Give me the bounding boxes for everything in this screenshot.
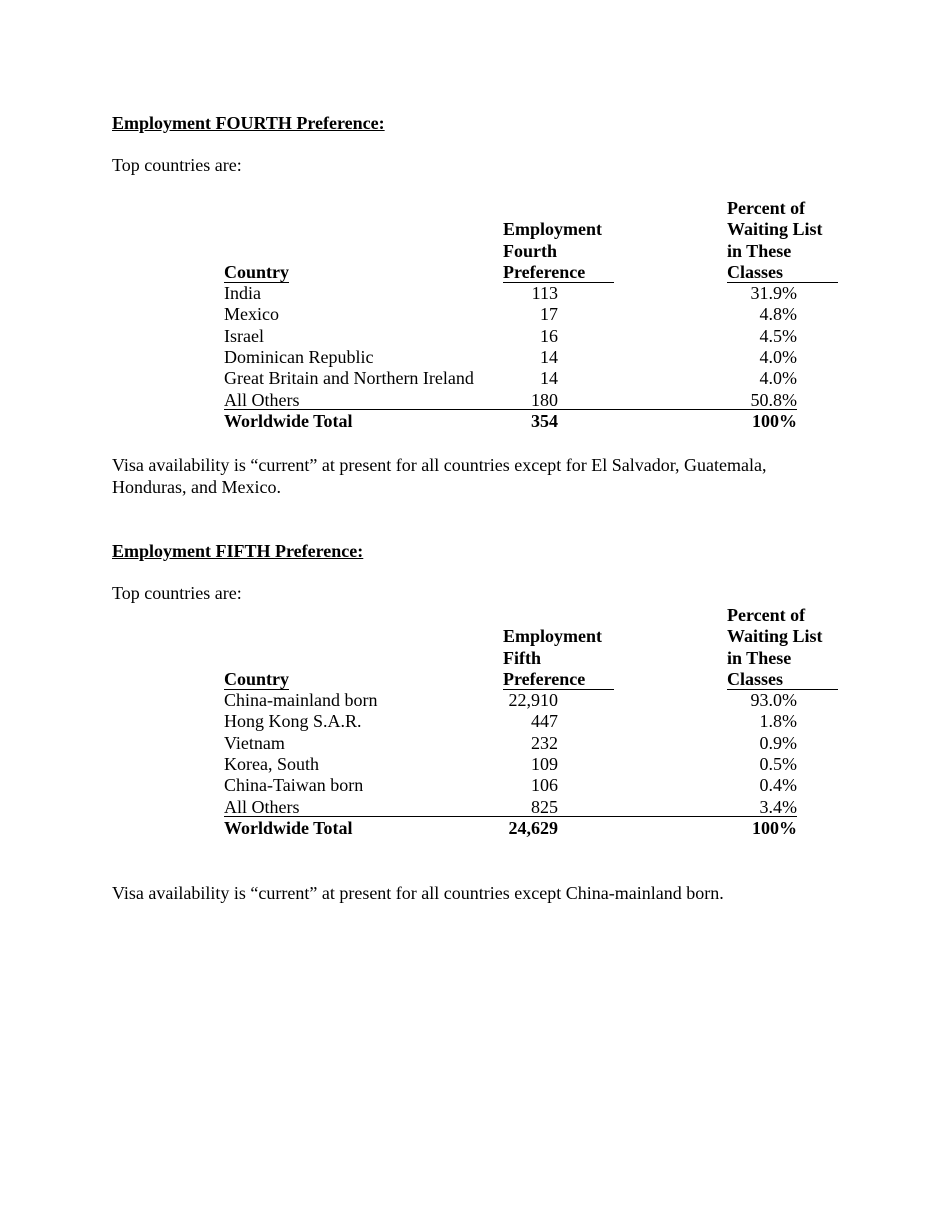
- column-header-line: [727, 669, 838, 690]
- percent-cell: 0.5%: [759, 753, 797, 774]
- column-header-line: [503, 262, 614, 283]
- count-cell: 232: [531, 732, 558, 753]
- column-header-preference: [503, 219, 614, 283]
- total-divider: [224, 816, 797, 817]
- count-cell: 113: [531, 283, 558, 303]
- count-cell: 109: [531, 753, 558, 774]
- percent-cell: 3.4%: [759, 796, 797, 817]
- count-cell: 22,910: [508, 690, 558, 710]
- column-header-line: Percent of: [727, 605, 806, 625]
- total-percent: 100%: [752, 410, 797, 431]
- column-header-line: Fifth: [503, 647, 541, 668]
- column-header-percent: [727, 198, 838, 283]
- column-header-line: [503, 669, 614, 690]
- country-cell: Mexico: [224, 304, 279, 325]
- count-cell: 14: [540, 368, 558, 389]
- country-cell: Great Britain and Northern Ireland: [224, 368, 474, 389]
- country-cell: All Others: [224, 796, 300, 817]
- visa-availability-note: Visa availability is “current” at present for all countries except China-mainland born.: [112, 883, 724, 903]
- country-cell: Vietnam: [224, 732, 285, 753]
- percent-cell: 4.5%: [759, 325, 797, 346]
- total-label: Worldwide Total: [224, 410, 353, 431]
- section-heading: Employment FIFTH Preference:: [112, 541, 364, 561]
- column-header-line: Employment: [503, 626, 602, 647]
- column-header-country-label: Country: [224, 668, 290, 689]
- percent-cell: 4.0%: [759, 346, 797, 367]
- country-cell: China-Taiwan born: [224, 775, 364, 796]
- intro-text: Top countries are:: [112, 155, 242, 175]
- percent-cell: 4.0%: [759, 368, 797, 389]
- column-header-line: Waiting List: [727, 626, 823, 647]
- count-cell: 447: [531, 711, 558, 732]
- column-header-line: Fourth: [503, 240, 557, 261]
- count-cell: 16: [540, 325, 558, 346]
- column-header-line: Employment: [503, 219, 602, 240]
- column-header-country-label: Country: [224, 261, 290, 282]
- count-cell: 14: [540, 346, 558, 367]
- total-label: Worldwide Total: [224, 817, 353, 838]
- percent-cell: 4.8%: [759, 304, 797, 325]
- country-cell: All Others: [224, 389, 300, 410]
- column-header-preference: [503, 626, 614, 690]
- column-header-country: [224, 262, 289, 283]
- intro-text: Top countries are:: [112, 583, 242, 603]
- column-header-line-text: Preference: [503, 670, 614, 690]
- country-cell: China-mainland born: [224, 690, 378, 710]
- column-header-line-text: Classes: [727, 263, 838, 283]
- column-header-line: Percent of: [727, 198, 806, 218]
- visa-availability-note: Visa availability is “current” at present for all countries except for El Salvador, Guatemala, Honduras, and Mexico.: [112, 455, 767, 497]
- column-header-percent: [727, 605, 838, 690]
- percent-cell: 0.9%: [759, 732, 797, 753]
- column-header-line: in These: [727, 240, 792, 261]
- country-cell: India: [224, 283, 261, 303]
- column-header-country: [224, 669, 289, 690]
- total-percent: 100%: [752, 817, 797, 838]
- total-divider: [224, 409, 797, 410]
- percent-cell: 93.0%: [750, 690, 797, 710]
- percent-cell: 31.9%: [750, 283, 797, 303]
- section-heading: Employment FOURTH Preference:: [112, 113, 385, 133]
- total-count: 354: [531, 410, 558, 431]
- country-cell: Korea, South: [224, 753, 319, 774]
- column-header-line: [727, 262, 838, 283]
- country-cell: Hong Kong S.A.R.: [224, 711, 362, 732]
- column-header-line: in These: [727, 647, 792, 668]
- count-cell: 180: [531, 389, 558, 410]
- percent-cell: 50.8%: [750, 389, 797, 410]
- count-cell: 17: [540, 304, 558, 325]
- country-cell: Dominican Republic: [224, 346, 374, 367]
- count-cell: 106: [531, 775, 558, 796]
- count-cell: 825: [531, 796, 558, 817]
- total-count: 24,629: [508, 817, 558, 838]
- column-header-line-text: Classes: [727, 670, 838, 690]
- column-header-line-text: Preference: [503, 263, 614, 283]
- column-header-line: Waiting List: [727, 219, 823, 240]
- percent-cell: 1.8%: [759, 711, 797, 732]
- country-cell: Israel: [224, 325, 264, 346]
- percent-cell: 0.4%: [759, 775, 797, 796]
